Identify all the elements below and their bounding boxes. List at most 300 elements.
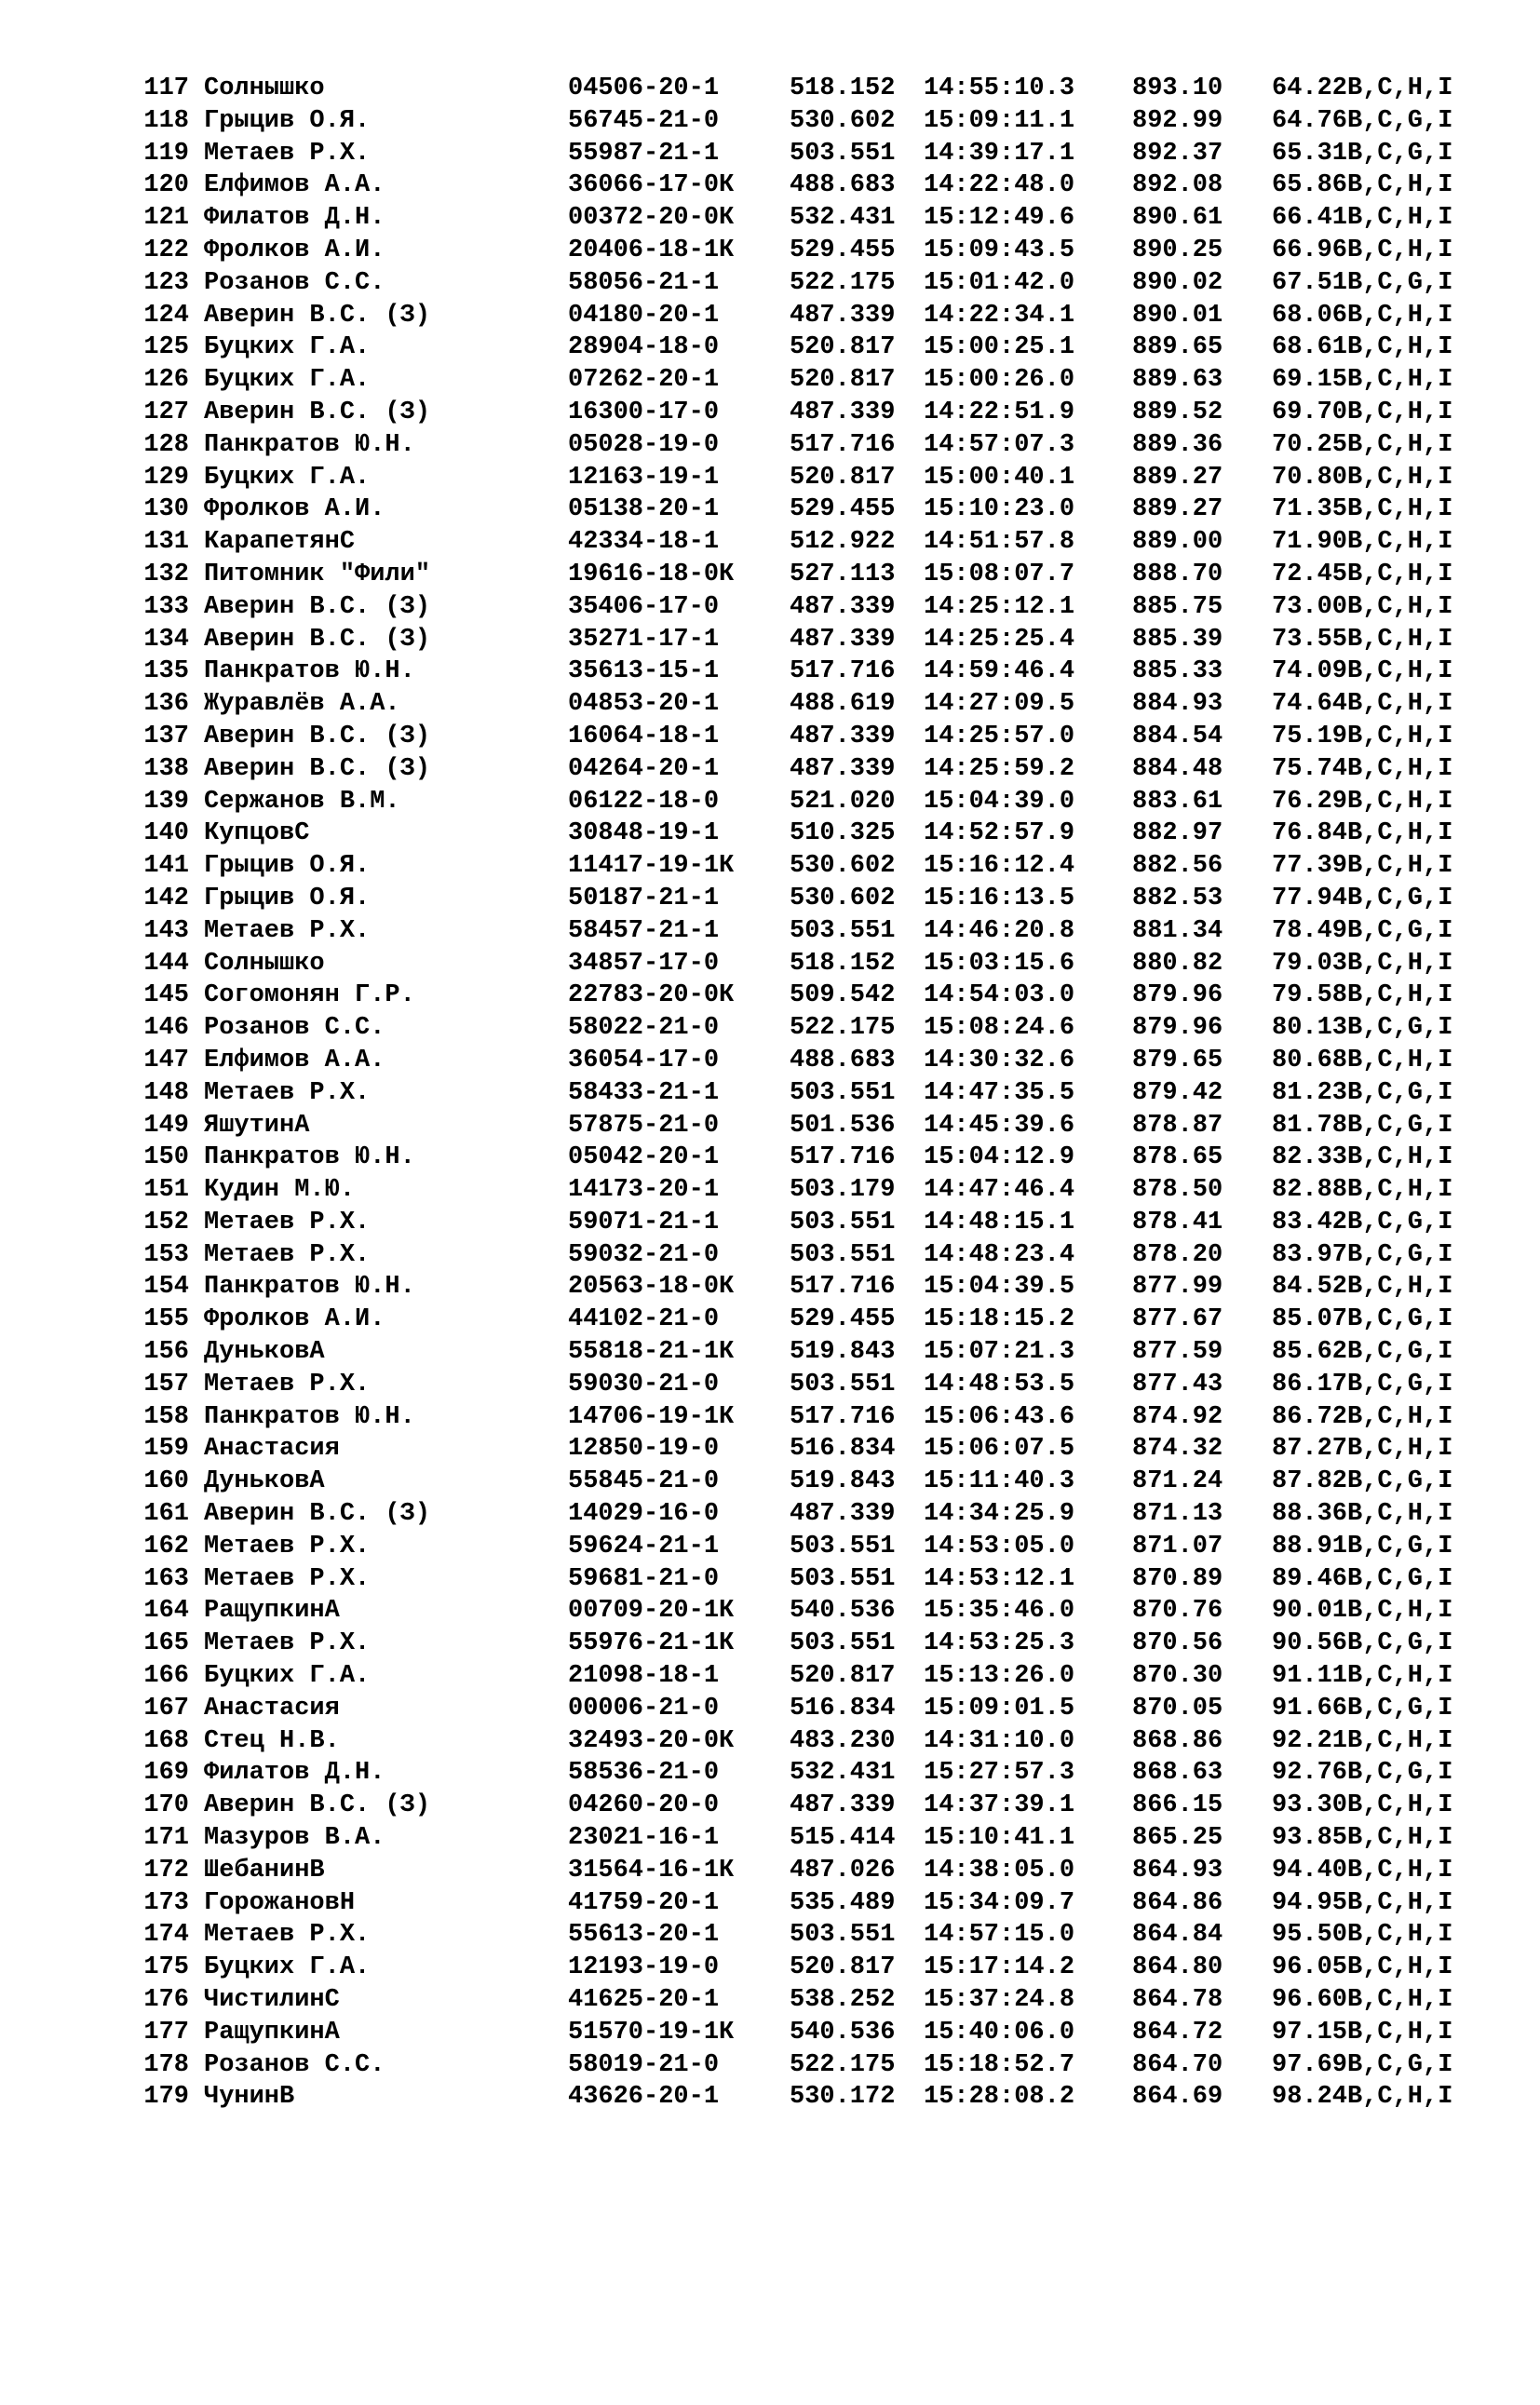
arrival-time-cell: 14:37:39.1: [924, 1791, 1075, 1820]
points-cell: 98.24: [1272, 2083, 1348, 2112]
fancier-name-cell: Грыцив О.Я.: [204, 106, 371, 135]
distance-cell: 503.551: [790, 1240, 896, 1269]
distance-cell: 487.339: [790, 722, 896, 750]
fancier-name-cell: ЧунинВ: [204, 2083, 295, 2112]
category-cell: B,C,G,I: [1347, 139, 1453, 168]
category-cell: B,C,G,I: [1347, 1111, 1453, 1140]
points-cell: 70.80: [1272, 463, 1348, 492]
speed-cell: 880.82: [1132, 949, 1223, 978]
table-row: [137, 73, 1506, 105]
speed-cell: 868.63: [1132, 1759, 1223, 1788]
ring-number-cell: 19616-18-0К: [568, 560, 735, 588]
distance-cell: 488.683: [790, 1046, 896, 1074]
ring-number-cell: 42334-18-1: [568, 528, 720, 557]
arrival-time-cell: 14:22:48.0: [924, 171, 1075, 200]
ring-number-cell: 31564-16-1К: [568, 1856, 735, 1885]
distance-cell: 487.026: [790, 1856, 896, 1885]
speed-cell: 890.25: [1132, 236, 1223, 264]
arrival-time-cell: 15:37:24.8: [924, 1986, 1075, 2015]
ring-number-cell: 56745-21-0: [568, 106, 720, 135]
category-cell: B,C,H,I: [1347, 1500, 1453, 1529]
category-cell: B,C,H,I: [1347, 819, 1453, 848]
category-cell: B,C,G,I: [1347, 1078, 1453, 1107]
table-row: [137, 1693, 1506, 1725]
fancier-name-cell: ДуньковА: [204, 1338, 325, 1367]
fancier-name-cell: Метаев Р.Х.: [204, 1208, 371, 1236]
fancier-name-cell: Метаев Р.Х.: [204, 1921, 371, 1950]
category-cell: B,C,H,I: [1347, 754, 1453, 783]
speed-cell: 864.80: [1132, 1953, 1223, 1982]
speed-cell: 877.43: [1132, 1370, 1223, 1398]
table-row: [137, 1984, 1506, 2017]
category-cell: B,C,H,I: [1347, 690, 1453, 719]
ring-number-cell: 12163-19-1: [568, 463, 720, 492]
category-cell: B,C,H,I: [1347, 1662, 1453, 1691]
arrival-time-cell: 14:34:25.9: [924, 1500, 1075, 1529]
position-cell: 130: [143, 495, 189, 524]
fancier-name-cell: Мазуров В.А.: [204, 1824, 385, 1853]
arrival-time-cell: 15:04:39.0: [924, 787, 1075, 816]
arrival-time-cell: 14:47:35.5: [924, 1078, 1075, 1107]
fancier-name-cell: Аверин В.С. (З): [204, 722, 431, 750]
points-cell: 80.13: [1272, 1014, 1348, 1043]
distance-cell: 518.152: [790, 74, 896, 102]
speed-cell: 864.84: [1132, 1921, 1223, 1950]
position-cell: 139: [143, 787, 189, 816]
speed-cell: 878.41: [1132, 1208, 1223, 1236]
ring-number-cell: 07262-20-1: [568, 366, 720, 395]
fancier-name-cell: Розанов С.С.: [204, 268, 385, 297]
fancier-name-cell: Аверин В.С. (З): [204, 625, 431, 654]
ring-number-cell: 55818-21-1К: [568, 1338, 735, 1367]
table-row: [137, 1239, 1506, 1272]
ring-number-cell: 58022-21-0: [568, 1014, 720, 1043]
points-cell: 75.74: [1272, 754, 1348, 783]
ring-number-cell: 44102-21-0: [568, 1305, 720, 1334]
category-cell: B,C,H,I: [1347, 204, 1453, 233]
arrival-time-cell: 15:16:12.4: [924, 852, 1075, 881]
table-row: [137, 817, 1506, 850]
position-cell: 161: [143, 1500, 189, 1529]
category-cell: B,C,H,I: [1347, 2083, 1453, 2112]
arrival-time-cell: 15:11:40.3: [924, 1467, 1075, 1496]
points-cell: 93.85: [1272, 1824, 1348, 1853]
points-cell: 88.36: [1272, 1500, 1348, 1529]
position-cell: 121: [143, 204, 189, 233]
fancier-name-cell: Аверин В.С. (З): [204, 398, 431, 426]
speed-cell: 885.39: [1132, 625, 1223, 654]
fancier-name-cell: Метаев Р.Х.: [204, 1629, 371, 1658]
category-cell: B,C,H,I: [1347, 1856, 1453, 1885]
speed-cell: 882.56: [1132, 852, 1223, 881]
position-cell: 126: [143, 366, 189, 395]
points-cell: 75.19: [1272, 722, 1348, 750]
speed-cell: 878.65: [1132, 1143, 1223, 1172]
arrival-time-cell: 14:53:05.0: [924, 1532, 1075, 1561]
category-cell: B,C,H,I: [1347, 1435, 1453, 1464]
category-cell: B,C,H,I: [1347, 1888, 1453, 1917]
distance-cell: 517.716: [790, 1273, 896, 1302]
table-row: [137, 1628, 1506, 1660]
table-row: [137, 1660, 1506, 1693]
points-cell: 64.76: [1272, 106, 1348, 135]
ring-number-cell: 59032-21-0: [568, 1240, 720, 1269]
position-cell: 175: [143, 1953, 189, 1982]
speed-cell: 864.72: [1132, 2018, 1223, 2047]
points-cell: 96.05: [1272, 1953, 1348, 1982]
points-cell: 82.33: [1272, 1143, 1348, 1172]
points-cell: 72.45: [1272, 560, 1348, 588]
table-row: [137, 1563, 1506, 1596]
table-row: [137, 331, 1506, 364]
position-cell: 124: [143, 301, 189, 330]
position-cell: 134: [143, 625, 189, 654]
table-row: [137, 2081, 1506, 2114]
distance-cell: 503.179: [790, 1176, 896, 1205]
category-cell: B,C,H,I: [1347, 1597, 1453, 1626]
category-cell: B,C,H,I: [1347, 2018, 1453, 2047]
category-cell: B,C,H,I: [1347, 1953, 1453, 1982]
category-cell: B,C,H,I: [1347, 333, 1453, 362]
ring-number-cell: 58019-21-0: [568, 2050, 720, 2079]
speed-cell: 882.53: [1132, 884, 1223, 912]
arrival-time-cell: 14:22:51.9: [924, 398, 1075, 426]
points-cell: 85.07: [1272, 1305, 1348, 1334]
table-row: [137, 1952, 1506, 1984]
table-row: [137, 1304, 1506, 1336]
table-row: [137, 559, 1506, 591]
fancier-name-cell: Розанов С.С.: [204, 1014, 385, 1043]
ring-number-cell: 04853-20-1: [568, 690, 720, 719]
position-cell: 132: [143, 560, 189, 588]
category-cell: B,C,H,I: [1347, 592, 1453, 621]
distance-cell: 516.834: [790, 1435, 896, 1464]
points-cell: 65.31: [1272, 139, 1348, 168]
table-row: [137, 1466, 1506, 1498]
fancier-name-cell: Метаев Р.Х.: [204, 1240, 371, 1269]
points-cell: 79.03: [1272, 949, 1348, 978]
speed-cell: 885.33: [1132, 657, 1223, 686]
ring-number-cell: 59624-21-1: [568, 1532, 720, 1561]
speed-cell: 870.30: [1132, 1662, 1223, 1691]
distance-cell: 520.817: [790, 463, 896, 492]
category-cell: B,C,G,I: [1347, 268, 1453, 297]
points-cell: 67.51: [1272, 268, 1348, 297]
arrival-time-cell: 15:10:23.0: [924, 495, 1075, 524]
points-cell: 93.30: [1272, 1791, 1348, 1820]
category-cell: B,C,H,I: [1347, 560, 1453, 588]
category-cell: B,C,H,I: [1347, 981, 1453, 1010]
category-cell: B,C,G,I: [1347, 1694, 1453, 1723]
distance-cell: 487.339: [790, 625, 896, 654]
points-cell: 87.82: [1272, 1467, 1348, 1496]
points-cell: 65.86: [1272, 171, 1348, 200]
position-cell: 125: [143, 333, 189, 362]
points-cell: 71.35: [1272, 495, 1348, 524]
category-cell: B,C,H,I: [1347, 1402, 1453, 1431]
arrival-time-cell: 15:07:21.3: [924, 1338, 1075, 1367]
position-cell: 149: [143, 1111, 189, 1140]
speed-cell: 868.86: [1132, 1726, 1223, 1755]
distance-cell: 529.455: [790, 236, 896, 264]
arrival-time-cell: 14:46:20.8: [924, 916, 1075, 945]
distance-cell: 503.551: [790, 1564, 896, 1593]
ring-number-cell: 04506-20-1: [568, 74, 720, 102]
position-cell: 143: [143, 916, 189, 945]
position-cell: 150: [143, 1143, 189, 1172]
speed-cell: 871.13: [1132, 1500, 1223, 1529]
distance-cell: 509.542: [790, 981, 896, 1010]
points-cell: 69.70: [1272, 398, 1348, 426]
arrival-time-cell: 14:27:09.5: [924, 690, 1075, 719]
category-cell: B,C,H,I: [1347, 1791, 1453, 1820]
table-row: [137, 1531, 1506, 1563]
speed-cell: 870.76: [1132, 1597, 1223, 1626]
table-row: [137, 786, 1506, 818]
fancier-name-cell: Буцких Г.А.: [204, 333, 371, 362]
speed-cell: 889.00: [1132, 528, 1223, 557]
category-cell: B,C,H,I: [1347, 398, 1453, 426]
arrival-time-cell: 14:48:53.5: [924, 1370, 1075, 1398]
fancier-name-cell: ШебанинВ: [204, 1856, 325, 1885]
fancier-name-cell: Метаев Р.Х.: [204, 1078, 371, 1107]
position-cell: 148: [143, 1078, 189, 1107]
distance-cell: 487.339: [790, 592, 896, 621]
ring-number-cell: 55845-21-0: [568, 1467, 720, 1496]
fancier-name-cell: Панкратов Ю.Н.: [204, 657, 415, 686]
points-cell: 64.22: [1272, 74, 1348, 102]
position-cell: 164: [143, 1597, 189, 1626]
arrival-time-cell: 14:25:59.2: [924, 754, 1075, 783]
table-row: [137, 688, 1506, 721]
category-cell: B,C,G,I: [1347, 1629, 1453, 1658]
speed-cell: 889.27: [1132, 463, 1223, 492]
arrival-time-cell: 14:31:10.0: [924, 1726, 1075, 1755]
table-row: [137, 300, 1506, 332]
arrival-time-cell: 14:53:12.1: [924, 1564, 1075, 1593]
category-cell: B,C,G,I: [1347, 1532, 1453, 1561]
fancier-name-cell: Фролков А.И.: [204, 495, 385, 524]
table-row: [137, 1110, 1506, 1142]
position-cell: 141: [143, 852, 189, 881]
speed-cell: 877.59: [1132, 1338, 1223, 1367]
ring-number-cell: 04264-20-1: [568, 754, 720, 783]
ring-number-cell: 05042-20-1: [568, 1143, 720, 1172]
distance-cell: 530.602: [790, 884, 896, 912]
fancier-name-cell: Грыцив О.Я.: [204, 884, 371, 912]
fancier-name-cell: Филатов Д.Н.: [204, 1759, 385, 1788]
ring-number-cell: 41759-20-1: [568, 1888, 720, 1917]
distance-cell: 532.431: [790, 204, 896, 233]
category-cell: B,C,G,I: [1347, 884, 1453, 912]
distance-cell: 519.843: [790, 1338, 896, 1367]
position-cell: 145: [143, 981, 189, 1010]
points-cell: 92.76: [1272, 1759, 1348, 1788]
fancier-name-cell: Буцких Г.А.: [204, 463, 371, 492]
fancier-name-cell: Буцких Г.А.: [204, 1662, 371, 1691]
table-row: [137, 948, 1506, 980]
distance-cell: 530.602: [790, 106, 896, 135]
position-cell: 163: [143, 1564, 189, 1593]
fancier-name-cell: Солнышко: [204, 74, 325, 102]
points-cell: 66.41: [1272, 204, 1348, 233]
fancier-name-cell: КарапетянС: [204, 528, 356, 557]
ring-number-cell: 05138-20-1: [568, 495, 720, 524]
arrival-time-cell: 15:28:08.2: [924, 2083, 1075, 2112]
speed-cell: 877.99: [1132, 1273, 1223, 1302]
points-cell: 73.00: [1272, 592, 1348, 621]
table-row: [137, 526, 1506, 559]
ring-number-cell: 21098-18-1: [568, 1662, 720, 1691]
arrival-time-cell: 14:53:25.3: [924, 1629, 1075, 1658]
fancier-name-cell: Фролков А.И.: [204, 236, 385, 264]
speed-cell: 881.34: [1132, 916, 1223, 945]
distance-cell: 516.834: [790, 1694, 896, 1723]
arrival-time-cell: 15:00:25.1: [924, 333, 1075, 362]
speed-cell: 879.96: [1132, 1014, 1223, 1043]
distance-cell: 529.455: [790, 495, 896, 524]
category-cell: B,C,H,I: [1347, 495, 1453, 524]
points-cell: 83.42: [1272, 1208, 1348, 1236]
category-cell: B,C,H,I: [1347, 852, 1453, 881]
arrival-time-cell: 15:35:46.0: [924, 1597, 1075, 1626]
ring-number-cell: 28904-18-0: [568, 333, 720, 362]
points-cell: 77.39: [1272, 852, 1348, 881]
distance-cell: 527.113: [790, 560, 896, 588]
ring-number-cell: 36066-17-0К: [568, 171, 735, 200]
points-cell: 77.94: [1272, 884, 1348, 912]
arrival-time-cell: 15:34:09.7: [924, 1888, 1075, 1917]
fancier-name-cell: Метаев Р.Х.: [204, 1564, 371, 1593]
points-cell: 96.60: [1272, 1986, 1348, 2015]
ring-number-cell: 59071-21-1: [568, 1208, 720, 1236]
arrival-time-cell: 15:03:15.6: [924, 949, 1075, 978]
ring-number-cell: 58457-21-1: [568, 916, 720, 945]
category-cell: B,C,H,I: [1347, 528, 1453, 557]
arrival-time-cell: 15:12:49.6: [924, 204, 1075, 233]
position-cell: 169: [143, 1759, 189, 1788]
speed-cell: 877.67: [1132, 1305, 1223, 1334]
arrival-time-cell: 15:01:42.0: [924, 268, 1075, 297]
position-cell: 123: [143, 268, 189, 297]
category-cell: B,C,G,I: [1347, 1208, 1453, 1236]
distance-cell: 503.551: [790, 916, 896, 945]
distance-cell: 503.551: [790, 1078, 896, 1107]
distance-cell: 520.817: [790, 366, 896, 395]
results-table: [137, 73, 1506, 2114]
distance-cell: 503.551: [790, 1370, 896, 1398]
ring-number-cell: 14029-16-0: [568, 1500, 720, 1529]
ring-number-cell: 58536-21-0: [568, 1759, 720, 1788]
position-cell: 153: [143, 1240, 189, 1269]
table-row: [137, 980, 1506, 1012]
points-cell: 88.91: [1272, 1532, 1348, 1561]
position-cell: 156: [143, 1338, 189, 1367]
table-row: [137, 202, 1506, 235]
points-cell: 92.21: [1272, 1726, 1348, 1755]
speed-cell: 874.92: [1132, 1402, 1223, 1431]
table-row: [137, 1142, 1506, 1174]
speed-cell: 890.02: [1132, 268, 1223, 297]
arrival-time-cell: 15:04:39.5: [924, 1273, 1075, 1302]
distance-cell: 487.339: [790, 754, 896, 783]
table-row: [137, 1207, 1506, 1239]
speed-cell: 885.75: [1132, 592, 1223, 621]
table-row: [137, 1369, 1506, 1401]
fancier-name-cell: Кудин М.Ю.: [204, 1176, 356, 1205]
points-cell: 66.96: [1272, 236, 1348, 264]
table-row: [137, 624, 1506, 656]
distance-cell: 522.175: [790, 268, 896, 297]
ring-number-cell: 23021-16-1: [568, 1824, 720, 1853]
table-row: [137, 1725, 1506, 1758]
arrival-time-cell: 14:48:15.1: [924, 1208, 1075, 1236]
category-cell: B,C,H,I: [1347, 74, 1453, 102]
table-row: [137, 138, 1506, 170]
distance-cell: 517.716: [790, 1402, 896, 1431]
arrival-time-cell: 14:30:32.6: [924, 1046, 1075, 1074]
category-cell: B,C,H,I: [1347, 722, 1453, 750]
position-cell: 133: [143, 592, 189, 621]
table-row: [137, 1336, 1506, 1369]
points-cell: 91.11: [1272, 1662, 1348, 1691]
category-cell: B,C,G,I: [1347, 916, 1453, 945]
arrival-time-cell: 15:27:57.3: [924, 1759, 1075, 1788]
speed-cell: 890.01: [1132, 301, 1223, 330]
category-cell: B,C,H,I: [1347, 1726, 1453, 1755]
position-cell: 165: [143, 1629, 189, 1658]
position-cell: 117: [143, 74, 189, 102]
ring-number-cell: 12193-19-0: [568, 1953, 720, 1982]
distance-cell: 515.414: [790, 1824, 896, 1853]
ring-number-cell: 04260-20-0: [568, 1791, 720, 1820]
points-cell: 76.84: [1272, 819, 1348, 848]
arrival-time-cell: 15:09:43.5: [924, 236, 1075, 264]
table-row: [137, 1174, 1506, 1207]
table-row: [137, 364, 1506, 397]
category-cell: B,C,H,I: [1347, 1273, 1453, 1302]
position-cell: 136: [143, 690, 189, 719]
speed-cell: 879.42: [1132, 1078, 1223, 1107]
table-row: [137, 1433, 1506, 1466]
ring-number-cell: 59030-21-0: [568, 1370, 720, 1398]
arrival-time-cell: 15:16:13.5: [924, 884, 1075, 912]
table-row: [137, 1012, 1506, 1045]
points-cell: 78.49: [1272, 916, 1348, 945]
table-row: [137, 267, 1506, 300]
table-row: [137, 429, 1506, 462]
ring-number-cell: 00006-21-0: [568, 1694, 720, 1723]
fancier-name-cell: Питомник "Фили": [204, 560, 431, 588]
fancier-name-cell: РащупкинА: [204, 1597, 340, 1626]
arrival-time-cell: 14:48:23.4: [924, 1240, 1075, 1269]
table-row: [137, 915, 1506, 948]
fancier-name-cell: Панкратов Ю.Н.: [204, 1273, 415, 1302]
table-row: [137, 493, 1506, 526]
distance-cell: 522.175: [790, 2050, 896, 2079]
distance-cell: 501.536: [790, 1111, 896, 1140]
arrival-time-cell: 15:06:43.6: [924, 1402, 1075, 1431]
distance-cell: 503.551: [790, 1532, 896, 1561]
position-cell: 159: [143, 1435, 189, 1464]
speed-cell: 882.97: [1132, 819, 1223, 848]
points-cell: 70.25: [1272, 430, 1348, 459]
position-cell: 127: [143, 398, 189, 426]
fancier-name-cell: Аверин В.С. (З): [204, 1791, 431, 1820]
speed-cell: 889.36: [1132, 430, 1223, 459]
arrival-time-cell: 15:04:12.9: [924, 1143, 1075, 1172]
category-cell: B,C,H,I: [1347, 430, 1453, 459]
